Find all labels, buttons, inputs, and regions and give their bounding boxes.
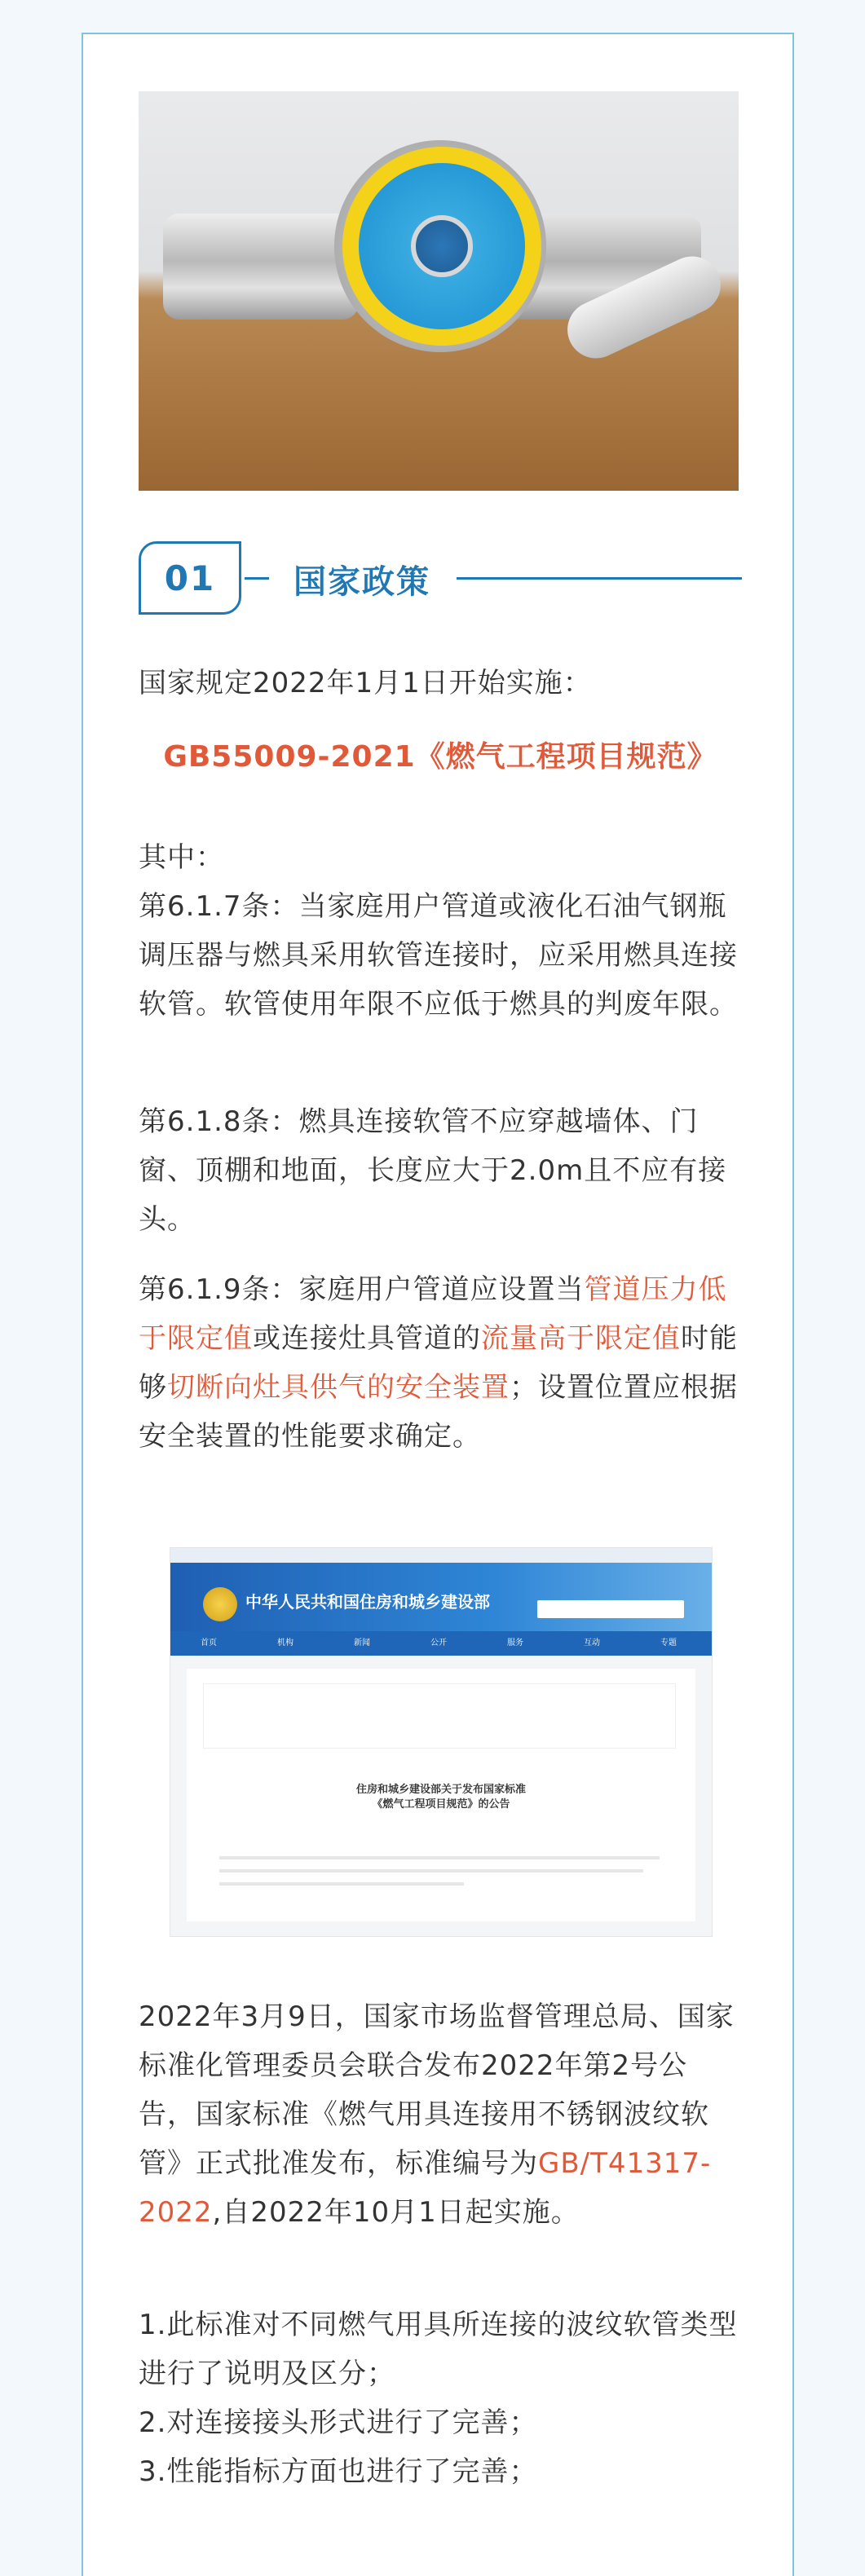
- clause-617: 第6.1.7条：当家庭用户管道或液化石油气钢瓶调压器与燃具采用软管连接时，应采用燃具连接软管。软管使用年限不应低于燃具的判废年限。: [139, 890, 738, 1021]
- screenshot-doc-title-line1: 住房和城乡建设部关于发布国家标准: [355, 1784, 526, 1796]
- clause-619-highlight-3: 切断向灶具供气的安全装置: [167, 1371, 510, 1404]
- list-item: 1.此标准对不同燃气用具所连接的波纹软管类型进行了说明及区分；: [139, 2309, 738, 2390]
- clause-619-text-4: ；设置位置应根据安全装置的性能要求确定。: [139, 1371, 738, 1453]
- section-header: [139, 541, 742, 616]
- screenshot-nav: [170, 1631, 712, 1656]
- screenshot-nav-item: 公开: [430, 1639, 447, 1647]
- screenshot-nav-item: 新闻: [354, 1639, 370, 1647]
- clause-619-highlight-2: 流量高于限定值: [481, 1322, 681, 1355]
- clause-619-highlight-1: 管道压力低于限定值: [139, 1273, 727, 1355]
- section-line: [457, 577, 742, 580]
- screenshot-body-line: [219, 1869, 643, 1872]
- screenshot-site-title: 中华人民共和国住房和城乡建设部: [245, 1592, 490, 1612]
- screenshot-doc-title: [187, 1783, 695, 1812]
- clause-619: [139, 1265, 742, 1461]
- intro-text: 国家规定2022年1月1日开始实施：: [139, 667, 592, 699]
- screenshot-nav-item: 互动: [584, 1639, 600, 1647]
- list-item: 3.性能指标方面也进行了完善；: [139, 2455, 538, 2488]
- screenshot-nav-item: 专题: [660, 1639, 677, 1647]
- section-dash: [245, 577, 269, 580]
- standard-title: GB55009-2021《燃气工程项目规范》: [163, 740, 717, 774]
- screenshot-banner: [170, 1563, 712, 1631]
- screenshot-nav-item: 机构: [277, 1639, 293, 1647]
- clause-619-text-3: 时能够: [139, 1322, 738, 1404]
- screenshot-body-line: [219, 1856, 660, 1859]
- gas-valve-photo: [139, 91, 739, 491]
- section-number: 01: [139, 541, 241, 615]
- screenshot-nav-item: 服务: [507, 1639, 523, 1647]
- section-title: 国家政策: [293, 563, 430, 601]
- announcement-text-2: ,自2022年10月1日起实施。: [212, 2196, 580, 2229]
- announcement-text-1: 2022年3月9日，国家市场监督管理总局、国家标准化管理委员会联合发布2022年第2号公告，国家标准《燃气用具连接用不锈钢波纹软管》正式批准发布，标准编号为: [139, 2000, 735, 2180]
- announcement-paragraph: [139, 1992, 742, 2237]
- screenshot-body-line: [219, 1882, 464, 1886]
- screenshot-doc-card: [187, 1669, 695, 1921]
- screenshot-nav-item: 首页: [201, 1639, 217, 1647]
- national-emblem-icon: [203, 1587, 237, 1621]
- screenshot-doc-meta: [203, 1683, 676, 1749]
- pipe-left: [163, 214, 359, 320]
- among-label: 其中：: [139, 841, 224, 874]
- standard-code: GB/T41317-2022: [139, 2147, 712, 2229]
- screenshot-doc-title-line2: 《燃气工程项目规范》的公告: [372, 1798, 510, 1811]
- clause-619-text-2: 或连接灶具管道的: [253, 1322, 481, 1355]
- valve-knob: [411, 215, 473, 277]
- clause-619-text-1: 第6.1.9条：家庭用户管道应设置当: [139, 1273, 585, 1306]
- list-item: 2.对连接接头形式进行了完善；: [139, 2406, 538, 2439]
- ministry-website-screenshot: [170, 1547, 713, 1937]
- screenshot-topbar: [170, 1548, 712, 1563]
- clause-618: 第6.1.8条：燃具连接软管不应穿越墙体、门窗、顶棚和地面，长度应大于2.0m且不应有接头。: [139, 1105, 727, 1236]
- screenshot-search-box: [537, 1600, 684, 1618]
